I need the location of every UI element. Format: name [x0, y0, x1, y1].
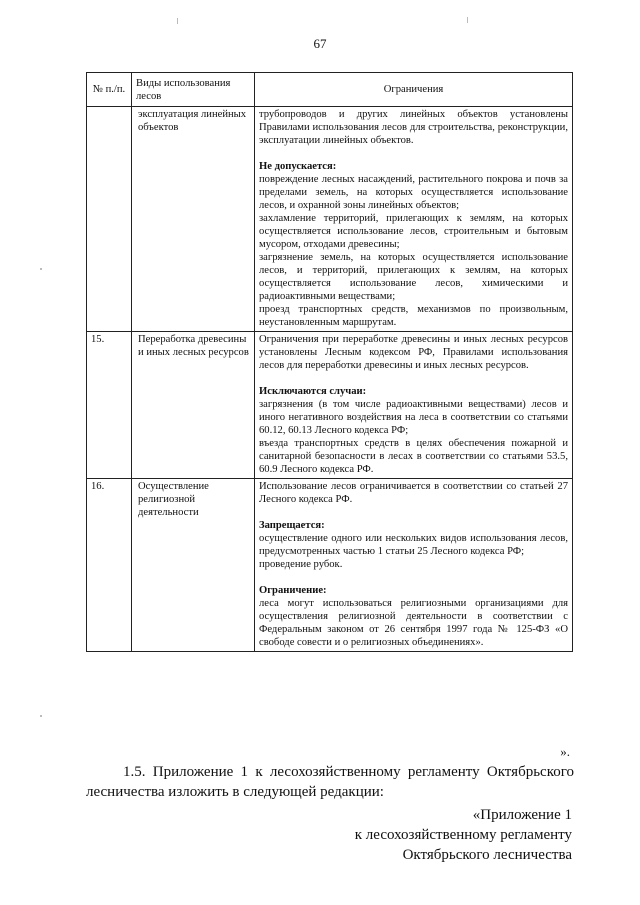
restriction-text: захламление территорий, прилегающих к землям, на которых осуществляется использование лесов, строительным и бытовым мусором, отходами древесины;: [259, 213, 568, 250]
restriction-text: леса могут использоваться религиозными организациями для осуществления религиозной деятельности в соответствии с Федеральным законом от 26 сентября 1997 года № 125-ФЗ «О свободе совести и о религиозных объединениях».: [259, 598, 568, 648]
restriction-text: Ограничения при переработке древесины и иных лесных ресурсов установлены Лесным кодексом РФ, Правилами использования лесов для переработки древесины и иных лесных ресурсов.: [259, 334, 568, 371]
section-label: Запрещается:: [259, 520, 325, 531]
restriction-text: проезд транспортных средств, механизмов по произвольным, неустановленным маршрутам.: [259, 304, 568, 328]
amendment-paragraph: 1.5. Приложение 1 к лесохозяйственному регламенту Октябрьского лесничества изложить в следующей редакции:: [86, 764, 574, 800]
spacer: [259, 372, 568, 385]
header-restrictions: Ограничения: [255, 73, 573, 107]
restrictions-cell: [255, 107, 573, 332]
restrictions-table: [86, 72, 573, 652]
closing-quote: ».: [560, 744, 570, 759]
header-number: № п./п.: [87, 73, 132, 107]
restriction-text: загрязнение земель, на которых осуществляется использование лесов, и территорий, прилегающих к землям, на которых осуществляется использование лесов, химическими и радиоактивными веществами;: [259, 252, 568, 302]
page-number: 67: [313, 36, 327, 51]
scan-mark: [40, 268, 42, 270]
section-label: Исключаются случаи:: [259, 386, 367, 397]
table-header-row: [87, 73, 573, 107]
restrictions-cell: [255, 332, 573, 479]
row-number: 15.: [87, 332, 132, 479]
section-label: Ограничение:: [259, 585, 327, 596]
table-row: [87, 107, 573, 332]
restriction-text: въезда транспортных средств в целях обеспечения пожарной и санитарной безопасности в лесах в соответствии со статьями 53.5, 60.9 Лесного кодекса РФ.: [259, 438, 568, 475]
spacer: [259, 571, 568, 584]
use-type-cell: эксплуатация линейных объектов: [132, 107, 255, 332]
scan-mark: [177, 18, 178, 24]
row-number: 16.: [87, 479, 132, 652]
restriction-text: трубопроводов и других линейных объектов установлены Правилами использования лесов для строительства, реконструкции, эксплуатации линейных объектов.: [259, 109, 568, 146]
use-type-cell: Осуществление религиозной деятельности: [132, 479, 255, 652]
scan-mark: [467, 17, 468, 23]
section-label: Не допускается:: [259, 161, 337, 172]
restriction-text: Использование лесов ограничивается в соответствии со статьей 27 Лесного кодекса РФ.: [259, 481, 568, 505]
row-number: [87, 107, 132, 332]
appendix-forestry: Октябрьского лесничества: [402, 847, 572, 863]
restriction-text: осуществление одного или нескольких видов использования лесов, предусмотренных частью 1 статьи 25 Лесного кодекса РФ;: [259, 533, 568, 557]
table-row: [87, 332, 573, 479]
restriction-text: повреждение лесных насаждений, растительного покрова и почв за пределами земель, на которых осуществляется использование лесов, и охранной зоны линейных объектов;: [259, 174, 568, 211]
scan-mark: [40, 715, 42, 717]
spacer: [259, 147, 568, 160]
restrictions-cell: [255, 479, 573, 652]
restriction-text: проведение рубок.: [259, 559, 343, 570]
spacer: [259, 506, 568, 519]
appendix-title: «Приложение 1: [472, 807, 572, 823]
restriction-text: загрязнения (в том числе радиоактивными веществами) лесов и иного негативного воздействия на леса в соответствии со статьями 60.12, 60.13 Лесного кодекса РФ;: [259, 399, 568, 436]
header-use-type: Виды использования лесов: [132, 73, 255, 107]
appendix-subtitle: к лесохозяйственному регламенту: [354, 827, 572, 843]
table-row: [87, 479, 573, 652]
use-type-cell: Переработка древесины и иных лесных ресурсов: [132, 332, 255, 479]
